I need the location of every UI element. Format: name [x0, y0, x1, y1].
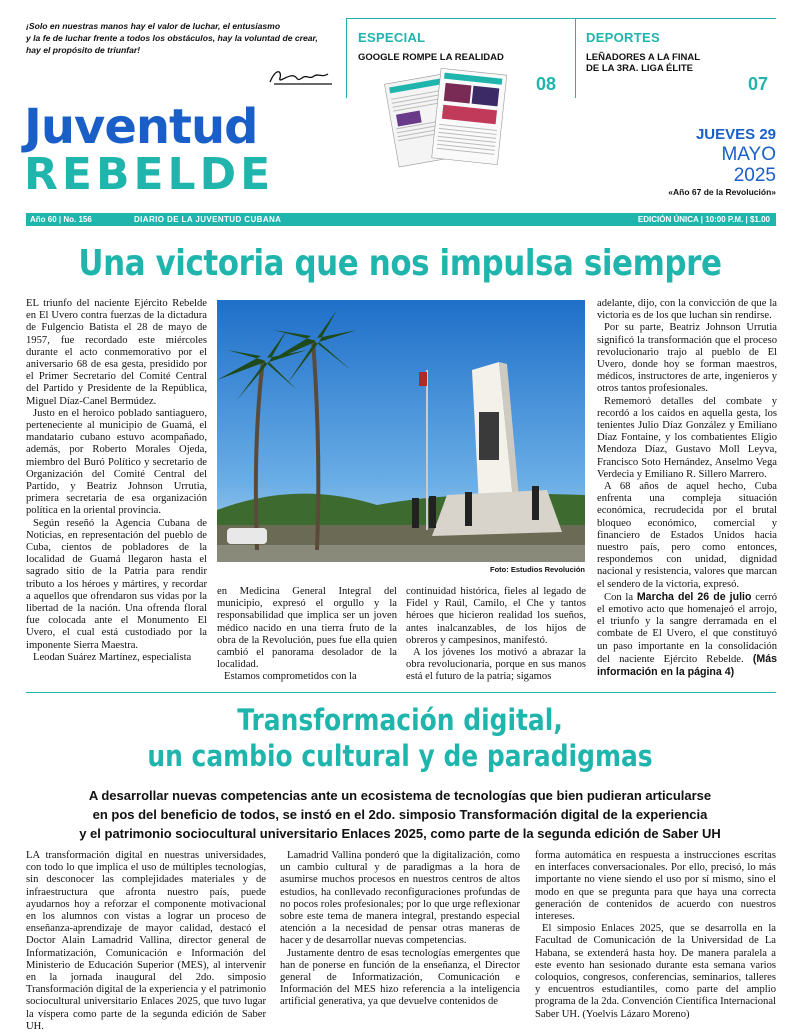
- paragraph: Leodan Suárez Martínez, especialista: [33, 651, 192, 663]
- story1-column: [26, 298, 207, 664]
- photo-credit: Foto: Estudios Revolución: [490, 565, 585, 574]
- logo[interactable]: [24, 99, 275, 200]
- story1-column: [406, 586, 586, 684]
- paragraph: A 68 años de aquel hecho, Cuba enfrenta una compleja situación económica, recrudecida por el brutal bloqueo económico, comercial y financiero de Estados Unidos hacia nuestro país, pero como entonces, respondemos con unidad, dignidad nacional y resistencia, valores que marcan el sendero de la victoria, expresó.: [597, 481, 777, 590]
- paragraph: forma automática en respuesta a instrucciones escritas en interfaces conversacionales. Por ello, precisó, lo más importante no viene siendo el uso por sí mismo, sino el modo en que se pregunta para que haya una correcta generación de contenidos de acuerdo con nuestros intereses.: [535, 850, 776, 923]
- deck-line: y el patrimonio sociocultural universitario Enlaces 2025, como parte de la segunda edición de Saber UH: [79, 826, 721, 841]
- paragraph: [597, 591, 777, 679]
- paragraph: Por su parte, Beatriz Johnson Urrutia significó la transformación que el proceso revolucionario trajo al pueblo de El Uvero, donde hoy se forman maestros, médicos, instructores de arte, ingenieros y otros tantos profesionales.: [597, 322, 777, 395]
- teaser-deportes-headline[interactable]: [586, 52, 700, 74]
- deck-line: en pos del beneficio de todos, se instó en el 2do. simposio Transformación digital de la experiencia: [92, 807, 708, 822]
- paragraph: Según reseñó la Agencia Cubana de Noticias, en representación del pueblo de Cuba, cientos de pobladores de la localidad de Guamá llegaron hasta el sagrado sitio de la Patria para rendir tributo a los héroes y mártires, y recordar a aquellos que ofrendaron sus vidas por la libertad de la nación. Una ofrenda floral fue colocada ante el Monumento El Uvero, el cual está custodiado por la imponente Sierra Maestra.: [26, 517, 207, 651]
- paragraph: Lamadrid Vallina ponderó que la digitalización, como un cambio cultural y de paradigmas a la hora de asumirse muchos procesos en nuestros centros de altos estudios, ha conllevado reconfiguraciones profundas de no pocos roles profesionales; por lo que urge reflexionar sobre este tema de manera integral, prestando especial atención a la necesidad de pensar otras maneras de hacer y de desarrollar nuevas competencias.: [280, 850, 520, 947]
- paragraph: El simposio Enlaces 2025, que se desarrolla en la Facultad de Comunicación de la Universidad de La Habana, se extenderá hasta hoy. De manera paralela a este evento han sesionado durante esta semana varios coloquios, congresos, conferencias, seminarios, talleres y encuentros estudiantiles, como parte del amplio programa de la 2da. Convención Científica Internacional Saber UH. (Yoelvis Lázaro Moreno): [535, 923, 776, 1020]
- tagline: DIARIO DE LA JUVENTUD CUBANA: [134, 215, 282, 224]
- paragraph-text: cerró el emotivo acto que homenajeó el arrojo, el triunfo y la sangre derramada en el combate de El Uvero, el que constituyó un paso importante en la consolidación del naciente Ejército Rebelde.: [597, 591, 778, 665]
- quote-line: ¡Solo en nuestras manos hay el valor de luchar, el entusiasmo: [26, 21, 281, 31]
- more-info-link[interactable]: (Más información en la página 4): [597, 652, 777, 679]
- story2-deck: [0, 786, 800, 843]
- teaser-especial-page[interactable]: 08: [536, 74, 557, 94]
- story1-headline[interactable]: Una victoria que nos impulsa siempre: [78, 243, 722, 284]
- newspaper-thumbnail: [384, 64, 520, 170]
- signature-icon: [266, 64, 338, 88]
- date-day-number: 29: [759, 126, 776, 143]
- story2-headline-line: Transformación digital,: [237, 703, 563, 737]
- teaser-especial-headline[interactable]: GOOGLE ROMPE LA REALIDAD: [358, 52, 504, 63]
- paragraph: adelante, dijo, con la convicción de que la victoria es de los que luchan sin rendirse.: [597, 298, 777, 322]
- teaser-deportes-page[interactable]: 07: [748, 74, 769, 94]
- paragraph: Justamente dentro de esas tecnologías emergentes que han de ponerse en función de la enseñanza, el Director general de Informatización, Comunicación e Información del MES hizo referencia a la inteligencia artificial generativa, ya que devuelve contenidos de: [280, 947, 520, 1008]
- story2-column: [535, 850, 776, 1021]
- date-block: [668, 126, 776, 198]
- revolution-year: «Año 67 de la Revolución»: [668, 187, 776, 197]
- masthead-quote: [26, 20, 336, 56]
- paragraph-text: Con la: [604, 591, 637, 603]
- paragraph: A los jóvenes los motivó a abrazar la obra revolucionaria, porque en sus manos está el futuro de la patria; sigamos: [406, 647, 586, 683]
- paragraph: Estamos comprometidos con la: [224, 671, 357, 683]
- paragraph: Justo en el heroico poblado santiaguero, perteneciente al municipio de Guamá, el mandatario cubano estuvo acompañado, además, por Roberto Morales Ojeda, miembro del Buró Político y secretario de Organización del Comité Central del Partido, y Beatriz Johnson Urrutia, primera secretaria de esa organización política en la oriental provincia.: [26, 407, 207, 517]
- story2-headline[interactable]: [56, 702, 744, 774]
- quote-line: hay el propósito de triunfar!: [26, 45, 141, 55]
- info-bar: [26, 213, 776, 226]
- paragraph: LA transformación digital en nuestras universidades, con todo lo que implica el uso de múltiples tecnologías, sin desconocer las complejidades materiales y de infraestructura que afronta nuestro país, puede ayudarnos hoy a reforzar el componente motivacional en los alumnos con vistas a lograr un proceso de enseñanza-aprendizaje de mayor calidad, destacó el Doctor Alain Lamadrid Vallina, director general de Informatización, Comunicación e Información del Ministerio de Educación Superior (MES), al intervenir en la jornada inaugural del 2do. simposio Transformación digital de la experiencia y el patrimonio sociocultural universitario Enlaces 2025, que tuvo lugar la víspera como parte de la segunda edición de Saber UH.: [26, 850, 266, 1032]
- paragraph: Rememoró detalles del combate y recordó a los caídos en aquella gesta, los tenientes Julio Díaz González y Emiliano Díaz Fontaine, y los combatientes Eligio Mendoza Díaz, Gustavo Moll Leyva, Francisco Soto Hernández, Anselmo Vega Verdecia y Emiliano R. Sillero Marrero.: [597, 395, 777, 480]
- story1-column: [217, 586, 397, 684]
- paragraph: continuidad histórica, fieles al legado de Fidel y Raúl, Camilo, el Che y tantos héroes que hicieron realidad los sueños, antes inalcanzables, de los hijos de obreros y campesinos, manifestó.: [406, 586, 586, 646]
- teaser-deportes-headline-line: DE LA 3RA. LIGA ÉLITE: [586, 63, 693, 74]
- date-year: 2025: [733, 165, 776, 186]
- logo-juventud: Juventud: [24, 99, 258, 155]
- quote-line: y la fe de luchar frente a todos los obstáculos, hay la voluntad de crear,: [26, 33, 318, 43]
- date-day: JUEVES: [695, 126, 756, 143]
- march-reference: Marcha del 26 de julio: [636, 590, 752, 603]
- issue-number: Año 60 | No. 156: [30, 215, 92, 224]
- paragraph: en Medicina General Integral del municipio, expresó el orgullo y la responsabilidad que implica ser un joven médico nacido en una tierra fruto de la obra de la Revolución, pues fue ella quien cambió el panorama desolador de la localidad.: [217, 586, 397, 671]
- paragraph: EL triunfo del naciente Ejército Rebelde en El Uvero contra fuerzas de la dictadura de Fulgencio Batista el 28 de mayo de 1957, fue recordado este miércoles durante el acto conmemorativo por el aniversario 68 de esa gesta, presidido por el Primer Secretario del Comité Central del Partido y Presidente de la República, Miguel Díaz-Canel Bermúdez.: [26, 298, 207, 407]
- section-divider: [26, 692, 776, 693]
- story2-headline-line: un cambio cultural y de paradigmas: [147, 739, 653, 773]
- deck-line: A desarrollar nuevas competencias ante un ecosistema de tecnologías que bien pudieran articularse: [88, 788, 712, 803]
- teaser-deportes-headline-line: LEÑADORES A LA FINAL: [586, 52, 700, 63]
- logo-rebelde: REBELDE: [24, 149, 275, 200]
- teaser-especial-section: ESPECIAL: [358, 30, 426, 45]
- story1-photo[interactable]: [217, 300, 585, 562]
- story2-column: [26, 850, 266, 1033]
- story1-column: [597, 298, 777, 679]
- story2-column: [280, 850, 520, 1009]
- date-month: MAYO: [721, 144, 776, 165]
- edition-price: EDICIÓN ÚNICA | 10:00 P.M. | $1.00: [637, 215, 770, 224]
- teaser-deportes-section: DEPORTES: [586, 30, 660, 45]
